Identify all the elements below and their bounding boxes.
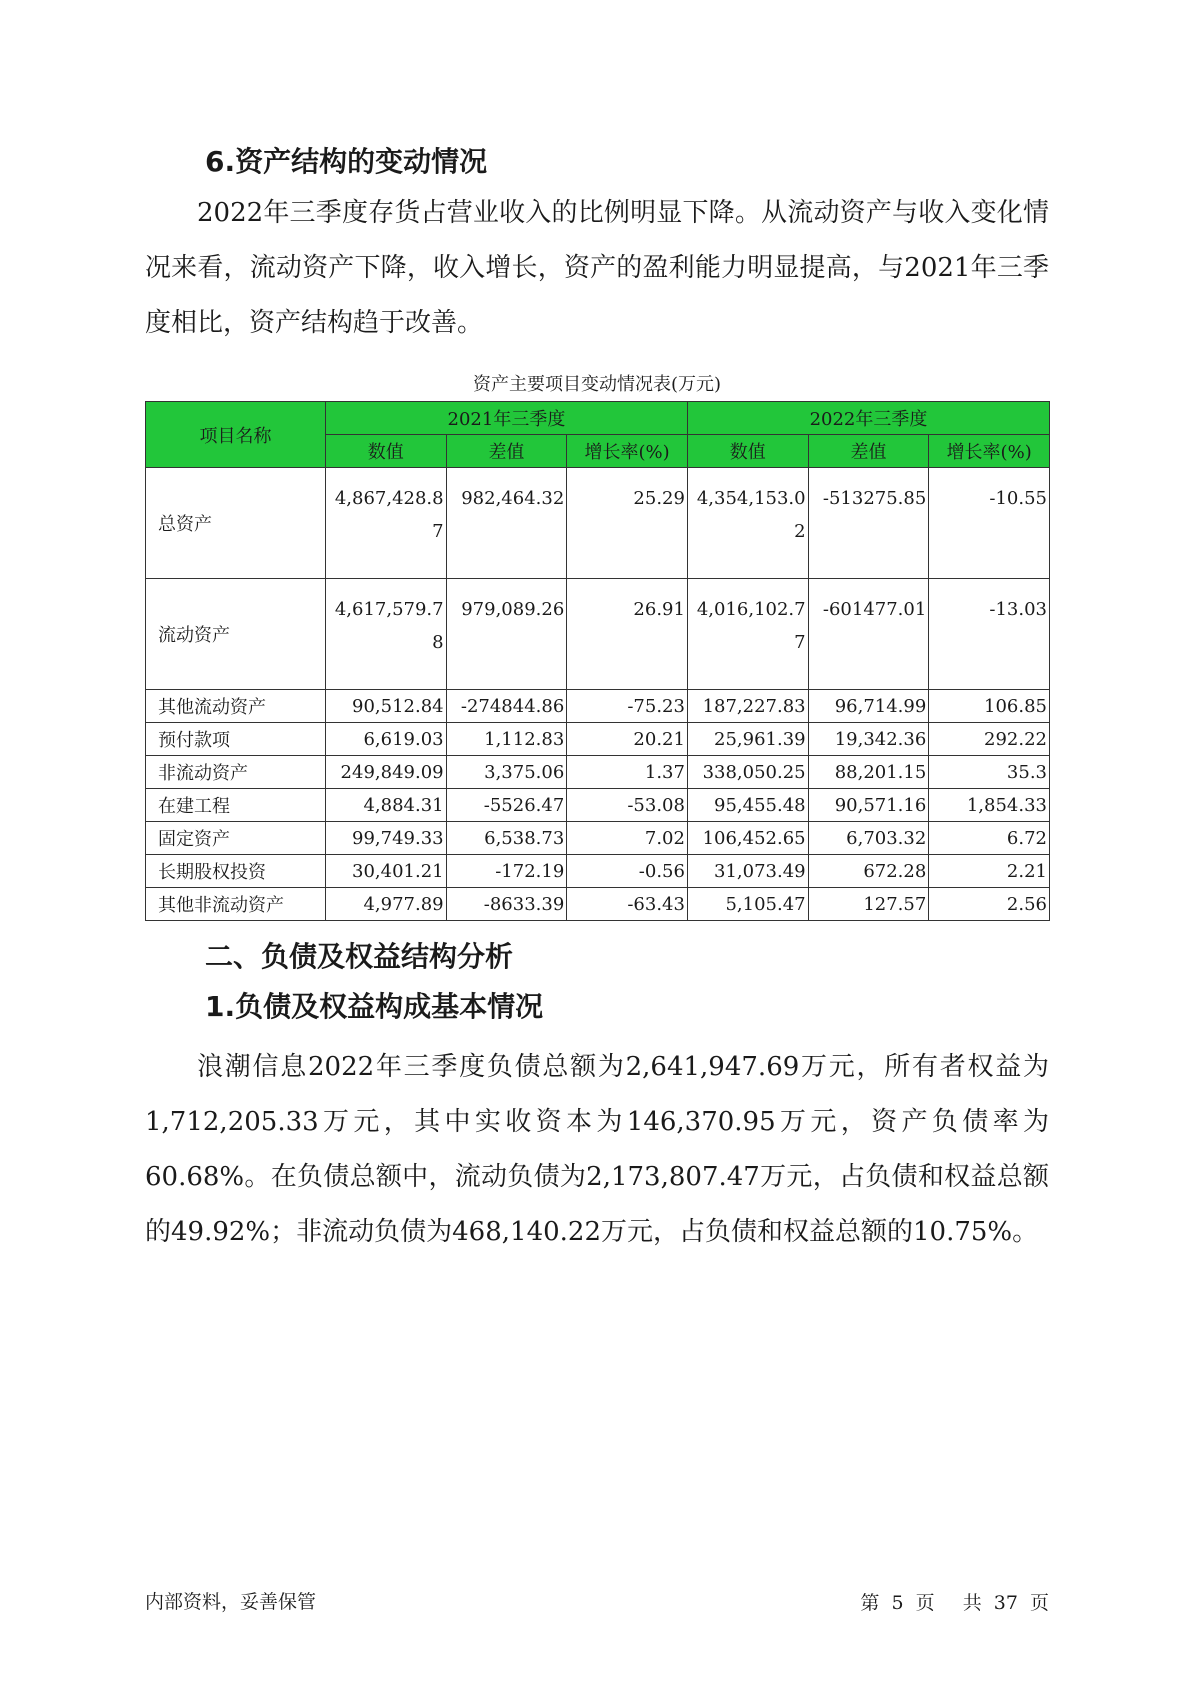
cell-growth-2021: 1.37 [567,756,688,789]
row-name: 总资产 [146,468,326,579]
cell-growth-2021: -53.08 [567,789,688,822]
section-6-heading: 6.资产结构的变动情况 [205,145,488,178]
header-period-2021: 2021年三季度 [325,402,687,435]
table-row [146,888,1050,921]
table-caption: 资产主要项目变动情况表(万元) [472,374,722,395]
cell-growth-2022: -13.03 [929,579,1050,690]
cell-diff-2022: -601477.01 [808,579,929,690]
cell-diff-2021: 982,464.32 [446,468,567,579]
cell-diff-2021: -274844.86 [446,690,567,723]
cell-growth-2022: 35.3 [929,756,1050,789]
footer-confidential-note: 内部资料，妥善保管 [145,1591,317,1613]
header-item-name: 项目名称 [146,402,326,468]
cell-value-2022: 106,452.65 [687,822,808,855]
cell-diff-2021: 979,089.26 [446,579,567,690]
cell-growth-2022: 292.22 [929,723,1050,756]
cell-value-2022: 187,227.83 [687,690,808,723]
cell-growth-2022: 106.85 [929,690,1050,723]
table-row [146,690,1050,723]
cell-value-2021: 30,401.21 [325,855,446,888]
row-name: 长期股权投资 [146,855,326,888]
asset-change-table [145,401,1050,921]
cell-diff-2022: 19,342.36 [808,723,929,756]
row-name: 预付款项 [146,723,326,756]
table-row [146,789,1050,822]
header-growth-2022: 增长率(%) [929,435,1050,468]
cell-growth-2021: -63.43 [567,888,688,921]
table-row [146,855,1050,888]
cell-diff-2022: 88,201.15 [808,756,929,789]
row-name: 其他非流动资产 [146,888,326,921]
page-total: 37 [993,1592,1018,1614]
header-value-2022: 数值 [687,435,808,468]
row-name: 非流动资产 [146,756,326,789]
header-growth-2021: 增长率(%) [567,435,688,468]
table-row [146,723,1050,756]
table-row [146,756,1050,789]
cell-value-2022: 4,354,153.02 [687,468,808,579]
cell-value-2022: 338,050.25 [687,756,808,789]
section-6-paragraph-block [145,186,1049,351]
cell-value-2022: 25,961.39 [687,723,808,756]
cell-diff-2022: 127.57 [808,888,929,921]
cell-value-2021: 6,619.03 [325,723,446,756]
part-2-heading: 二、负债及权益结构分析 [205,940,514,973]
cell-growth-2021: 7.02 [567,822,688,855]
cell-value-2021: 249,849.09 [325,756,446,789]
cell-growth-2022: 2.56 [929,888,1050,921]
cell-value-2022: 31,073.49 [687,855,808,888]
cell-value-2021: 4,867,428.87 [325,468,446,579]
cell-value-2021: 4,977.89 [325,888,446,921]
section-1-paragraph-block [145,1040,1049,1260]
row-name: 在建工程 [146,789,326,822]
cell-growth-2021: -75.23 [567,690,688,723]
cell-diff-2022: 96,714.99 [808,690,929,723]
cell-diff-2021: 6,538.73 [446,822,567,855]
cell-growth-2021: 26.91 [567,579,688,690]
cell-value-2022: 5,105.47 [687,888,808,921]
cell-growth-2021: 20.21 [567,723,688,756]
row-name: 固定资产 [146,822,326,855]
header-period-2022: 2022年三季度 [687,402,1049,435]
cell-diff-2021: 1,112.83 [446,723,567,756]
cell-growth-2022: 1,854.33 [929,789,1050,822]
cell-value-2021: 4,884.31 [325,789,446,822]
cell-diff-2022: 6,703.32 [808,822,929,855]
cell-value-2022: 95,455.48 [687,789,808,822]
cell-value-2021: 90,512.84 [325,690,446,723]
row-name: 流动资产 [146,579,326,690]
cell-diff-2022: -513275.85 [808,468,929,579]
page-current: 5 [891,1592,904,1614]
cell-diff-2021: -8633.39 [446,888,567,921]
table-row [146,468,1050,579]
header-diff-2022: 差值 [808,435,929,468]
cell-value-2021: 4,617,579.78 [325,579,446,690]
cell-diff-2021: -5526.47 [446,789,567,822]
cell-diff-2022: 672.28 [808,855,929,888]
table-row [146,822,1050,855]
row-name: 其他流动资产 [146,690,326,723]
total-unit: 页 [1029,1592,1049,1614]
cell-growth-2021: 25.29 [567,468,688,579]
cell-value-2021: 99,749.33 [325,822,446,855]
footer-page-number [854,1588,1049,1615]
table-row [146,579,1050,690]
section-6-paragraph: 2022年三季度存货占营业收入的比例明显下降。从流动资产与收入变化情况来看，流动资产下降，收入增长，资产的盈利能力明显提高，与2021年三季度相比，资产结构趋于改善。 [145,198,1049,338]
total-prefix: 共 [962,1592,982,1614]
header-value-2021: 数值 [325,435,446,468]
cell-growth-2021: -0.56 [567,855,688,888]
cell-diff-2021: 3,375.06 [446,756,567,789]
header-diff-2021: 差值 [446,435,567,468]
cell-growth-2022: 2.21 [929,855,1050,888]
section-1-paragraph: 浪潮信息2022年三季度负债总额为2,641,947.69万元，所有者权益为1,712,205.33万元，其中实收资本为146,370.95万元，资产负债率为60.68%。在负债总额中，流动负债为2,173,807.47万元，占负债和权益总额的49.92%；非流动负债为468,140.22万元，占负债和权益总额的10.75%。 [145,1052,1049,1247]
page-unit: 页 [915,1592,935,1614]
cell-growth-2022: 6.72 [929,822,1050,855]
cell-diff-2022: 90,571.16 [808,789,929,822]
cell-value-2022: 4,016,102.77 [687,579,808,690]
page-prefix: 第 [860,1592,880,1614]
cell-diff-2021: -172.19 [446,855,567,888]
cell-growth-2022: -10.55 [929,468,1050,579]
section-1-heading: 1.负债及权益构成基本情况 [205,990,544,1023]
